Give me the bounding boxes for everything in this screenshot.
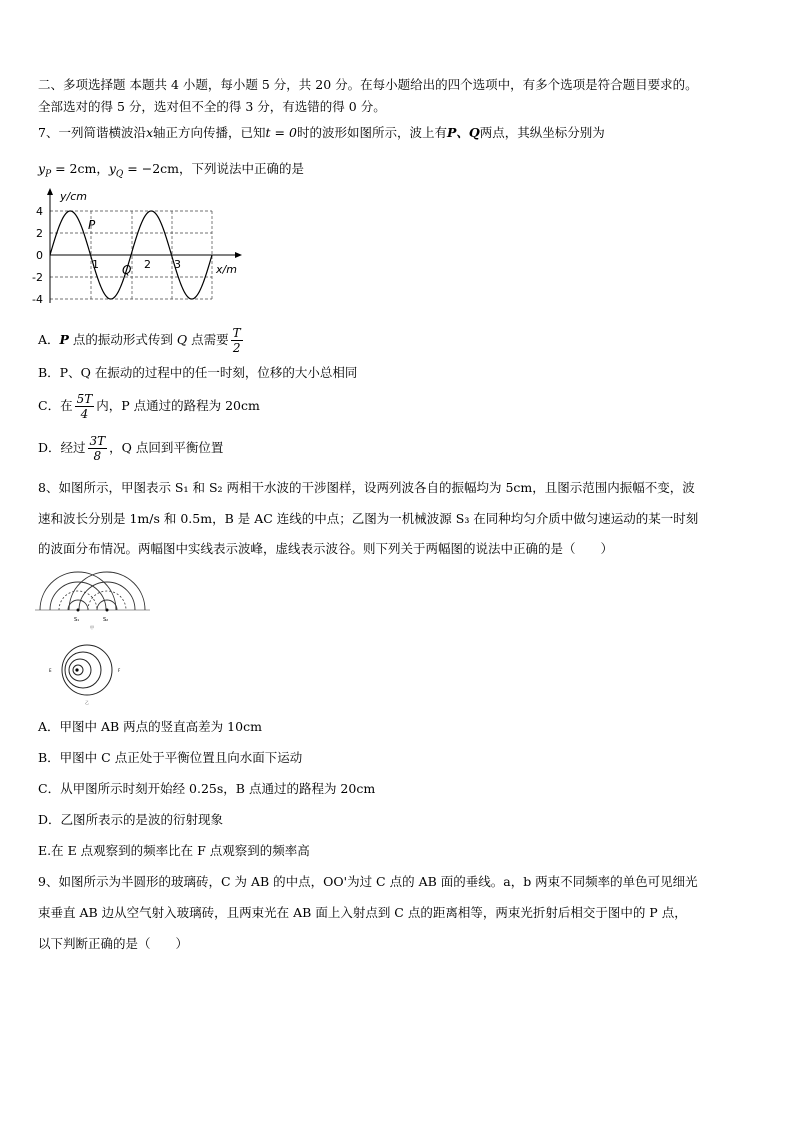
q9-stem-line2: 束垂直 AB 边从空气射入玻璃砖，且两束光在 AB 面上入射点到 C 点的距离相等，两束光折射后相交于图中的 P 点， <box>38 905 687 920</box>
q7-option-a[interactable]: A．P 点的振动形式传到 Q 点需要 $\frac{T}{2}$ <box>38 326 241 355</box>
q8-option-e[interactable]: E.在 E 点观察到的频率比在 F 点观察到的频率高 <box>38 843 310 858</box>
q7-option-c[interactable]: C．在 $\frac{5T}{4}$ 内，P 点通过的路程为 20cm <box>38 392 260 421</box>
x-tick-2: 2 <box>144 258 151 271</box>
fig-yi-caption: 乙 <box>85 700 89 705</box>
q8-option-c[interactable]: C．从甲图所示时刻开始经 0.25s，B 点通过的路程为 20cm <box>38 781 376 796</box>
q9-stem-line3: 以下判断正确的是（ ） <box>38 936 189 951</box>
q8-option-b[interactable]: B．甲图中 C 点正处于平衡位置且向水面下运动 <box>38 750 303 765</box>
q7-stem: 7、一列简谐横波沿x轴正方向传播，已知t = 0时的波形如图所示，波上有P、Q两点，其纵坐标分别为 <box>38 125 605 140</box>
section-heading-line1: 二、多项选择题 本题共 4 小题，每小题 5 分，共 20 分。在每小题给出的四个选项中，有多个选项是符合题目要求的。 <box>38 77 698 92</box>
y-tick-4: 4 <box>36 205 43 218</box>
e-label: E <box>49 668 52 673</box>
x-tick-3: 3 <box>174 258 181 271</box>
point-q-label: Q <box>122 263 132 277</box>
q8-doppler-figure <box>45 640 135 706</box>
q7-option-b[interactable]: B．P、Q 在振动的过程中的任一时刻，位移的大小总相同 <box>38 365 358 380</box>
q8-option-a[interactable]: A．甲图中 AB 两点的竖直高差为 10cm <box>38 719 262 734</box>
q8-stem-line1: 8、如图所示，甲图表示 S₁ 和 S₂ 两相干水波的干涉图样，设两列波各自的振幅均为 5cm，且图示范围内振幅不变，波 <box>38 480 695 495</box>
y-tick-neg2: -2 <box>32 271 43 284</box>
q8-option-d[interactable]: D．乙图所表示的是波的衍射现象 <box>38 812 224 827</box>
q9-stem-line1: 9、如图所示为半圆形的玻璃砖，C 为 AB 的中点，OO'为过 C 点的 AB 面的垂线。a，b 两束不同频率的单色可见细光 <box>38 874 698 889</box>
s1-label: S₁ <box>74 617 80 623</box>
x-tick-1: 1 <box>92 258 99 271</box>
q8-stem-line2: 速和波长分别是 1m/s 和 0.5m，B 是 AC 连线的中点；乙图为一机械波源 S₃ 在同种均匀介质中做匀速运动的某一时刻 <box>38 511 699 526</box>
q8-interference-figure <box>35 568 150 630</box>
f-label: F <box>118 668 121 673</box>
section-heading-line2: 全部选对的得 5 分，选对但不全的得 3 分，有选错的得 0 分。 <box>38 99 386 114</box>
q7-wave-graph <box>30 185 250 310</box>
y-tick-0: 0 <box>36 249 43 262</box>
q8-stem-line3: 的波面分布情况。两幅图中实线表示波峰，虚线表示波谷。则下列关于两幅图的说法中正确的是（ ） <box>38 541 614 556</box>
q7-stem-line2: $y_P = 2cm$，$y_Q = -2cm$，下列说法中正确的是 <box>38 161 305 180</box>
y-tick-2: 2 <box>36 227 43 240</box>
x-axis-label: x/m <box>216 263 237 276</box>
fig-jia-caption: 甲 <box>90 625 94 630</box>
point-p-label: P <box>88 218 96 232</box>
q7-option-d[interactable]: D．经过 $\frac{3T}{8}$ ，Q 点回到平衡位置 <box>38 434 224 463</box>
s2-label: S₂ <box>103 617 109 623</box>
y-tick-neg4: -4 <box>32 293 43 306</box>
y-axis-label: y/cm <box>60 190 87 203</box>
